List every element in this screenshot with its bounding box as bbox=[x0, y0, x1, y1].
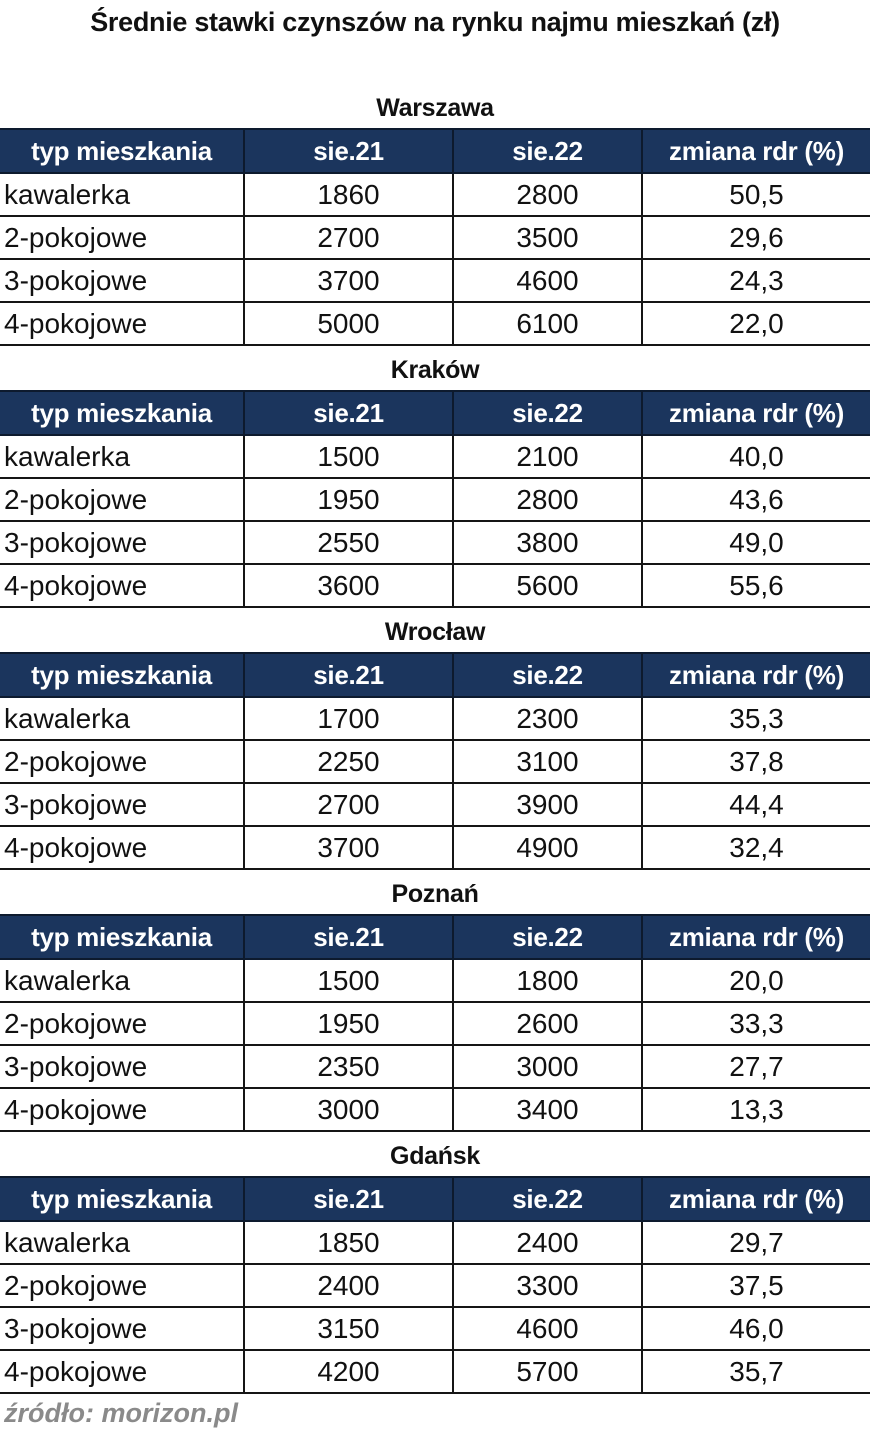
rent-value-cell: 1950 bbox=[244, 1002, 453, 1045]
column-header: sie.21 bbox=[244, 653, 453, 697]
table-row bbox=[0, 1221, 870, 1264]
apartment-type-cell: 2-pokojowe bbox=[0, 1002, 244, 1045]
rent-value-cell: 1860 bbox=[244, 173, 453, 216]
table-row bbox=[0, 1088, 870, 1131]
apartment-type-cell: 2-pokojowe bbox=[0, 478, 244, 521]
rent-value-cell: 3400 bbox=[453, 1088, 642, 1131]
table-header-row bbox=[0, 391, 870, 435]
table-header-row bbox=[0, 129, 870, 173]
apartment-type-cell: 4-pokojowe bbox=[0, 826, 244, 869]
city-heading: Kraków bbox=[390, 356, 480, 384]
table-row bbox=[0, 697, 870, 740]
apartment-type-cell: 4-pokojowe bbox=[0, 1088, 244, 1131]
column-header: sie.21 bbox=[244, 915, 453, 959]
rent-value-cell: 4900 bbox=[453, 826, 642, 869]
table-row bbox=[0, 1350, 870, 1393]
apartment-type-cell: 2-pokojowe bbox=[0, 740, 244, 783]
rent-value-cell: 1950 bbox=[244, 478, 453, 521]
change-percent-cell: 35,7 bbox=[642, 1350, 870, 1393]
change-percent-cell: 20,0 bbox=[642, 959, 870, 1002]
change-percent-cell: 24,3 bbox=[642, 259, 870, 302]
apartment-type-cell: 2-pokojowe bbox=[0, 216, 244, 259]
change-percent-cell: 33,3 bbox=[642, 1002, 870, 1045]
rent-value-cell: 3300 bbox=[453, 1264, 642, 1307]
change-percent-cell: 50,5 bbox=[642, 173, 870, 216]
table-row bbox=[0, 564, 870, 607]
column-header: typ mieszkania bbox=[0, 915, 244, 959]
rent-value-cell: 3600 bbox=[244, 564, 453, 607]
city-section bbox=[0, 1136, 870, 1394]
city-heading: Poznań bbox=[391, 880, 479, 908]
apartment-type-cell: kawalerka bbox=[0, 435, 244, 478]
rent-value-cell: 2250 bbox=[244, 740, 453, 783]
table-row bbox=[0, 216, 870, 259]
change-percent-cell: 13,3 bbox=[642, 1088, 870, 1131]
rent-value-cell: 2300 bbox=[453, 697, 642, 740]
rent-value-cell: 1700 bbox=[244, 697, 453, 740]
apartment-type-cell: 4-pokojowe bbox=[0, 564, 244, 607]
column-header: sie.22 bbox=[453, 915, 642, 959]
table-header-row bbox=[0, 1177, 870, 1221]
change-percent-cell: 43,6 bbox=[642, 478, 870, 521]
rent-value-cell: 1500 bbox=[244, 959, 453, 1002]
rent-value-cell: 3800 bbox=[453, 521, 642, 564]
rent-value-cell: 2400 bbox=[244, 1264, 453, 1307]
change-percent-cell: 37,8 bbox=[642, 740, 870, 783]
rent-value-cell: 2800 bbox=[453, 173, 642, 216]
column-header: sie.22 bbox=[453, 391, 642, 435]
rent-table bbox=[0, 128, 870, 346]
column-header: sie.21 bbox=[244, 391, 453, 435]
rent-value-cell: 3700 bbox=[244, 259, 453, 302]
rent-value-cell: 6100 bbox=[453, 302, 642, 345]
change-percent-cell: 29,6 bbox=[642, 216, 870, 259]
rent-value-cell: 4200 bbox=[244, 1350, 453, 1393]
rent-table bbox=[0, 652, 870, 870]
column-header: zmiana rdr (%) bbox=[642, 915, 870, 959]
change-percent-cell: 22,0 bbox=[642, 302, 870, 345]
rent-value-cell: 3500 bbox=[453, 216, 642, 259]
change-percent-cell: 37,5 bbox=[642, 1264, 870, 1307]
rent-value-cell: 5600 bbox=[453, 564, 642, 607]
rent-table bbox=[0, 914, 870, 1132]
change-percent-cell: 27,7 bbox=[642, 1045, 870, 1088]
rent-value-cell: 3100 bbox=[453, 740, 642, 783]
column-header: sie.21 bbox=[244, 1177, 453, 1221]
rent-value-cell: 3700 bbox=[244, 826, 453, 869]
rent-value-cell: 1850 bbox=[244, 1221, 453, 1264]
column-header: typ mieszkania bbox=[0, 129, 244, 173]
rent-value-cell: 2700 bbox=[244, 783, 453, 826]
column-header: zmiana rdr (%) bbox=[642, 1177, 870, 1221]
city-section bbox=[0, 88, 870, 346]
rent-table bbox=[0, 390, 870, 608]
column-header: typ mieszkania bbox=[0, 1177, 244, 1221]
table-row bbox=[0, 1045, 870, 1088]
column-header: sie.21 bbox=[244, 129, 453, 173]
table-row bbox=[0, 1307, 870, 1350]
table-row bbox=[0, 435, 870, 478]
rent-value-cell: 3900 bbox=[453, 783, 642, 826]
change-percent-cell: 40,0 bbox=[642, 435, 870, 478]
table-row bbox=[0, 1002, 870, 1045]
table-row bbox=[0, 173, 870, 216]
rent-value-cell: 2800 bbox=[453, 478, 642, 521]
apartment-type-cell: 2-pokojowe bbox=[0, 1264, 244, 1307]
rent-value-cell: 1500 bbox=[244, 435, 453, 478]
rent-value-cell: 2700 bbox=[244, 216, 453, 259]
rent-value-cell: 2550 bbox=[244, 521, 453, 564]
table-header-row bbox=[0, 915, 870, 959]
rent-value-cell: 2350 bbox=[244, 1045, 453, 1088]
column-header: sie.22 bbox=[453, 1177, 642, 1221]
apartment-type-cell: 3-pokojowe bbox=[0, 521, 244, 564]
change-percent-cell: 46,0 bbox=[642, 1307, 870, 1350]
column-header: zmiana rdr (%) bbox=[642, 129, 870, 173]
rent-value-cell: 3000 bbox=[244, 1088, 453, 1131]
table-header-row bbox=[0, 653, 870, 697]
table-row bbox=[0, 1264, 870, 1307]
rent-value-cell: 2600 bbox=[453, 1002, 642, 1045]
change-percent-cell: 55,6 bbox=[642, 564, 870, 607]
change-percent-cell: 49,0 bbox=[642, 521, 870, 564]
rent-value-cell: 5000 bbox=[244, 302, 453, 345]
city-section bbox=[0, 612, 870, 870]
column-header: zmiana rdr (%) bbox=[642, 391, 870, 435]
column-header: typ mieszkania bbox=[0, 653, 244, 697]
table-row bbox=[0, 521, 870, 564]
table-row bbox=[0, 959, 870, 1002]
rent-value-cell: 4600 bbox=[453, 259, 642, 302]
apartment-type-cell: 3-pokojowe bbox=[0, 1307, 244, 1350]
column-header: sie.22 bbox=[453, 653, 642, 697]
column-header: zmiana rdr (%) bbox=[642, 653, 870, 697]
rent-value-cell: 3000 bbox=[453, 1045, 642, 1088]
table-row bbox=[0, 259, 870, 302]
table-row bbox=[0, 302, 870, 345]
table-row bbox=[0, 826, 870, 869]
column-header: typ mieszkania bbox=[0, 391, 244, 435]
rent-value-cell: 5700 bbox=[453, 1350, 642, 1393]
table-row bbox=[0, 783, 870, 826]
city-heading: Gdańsk bbox=[390, 1142, 480, 1170]
source-note: źródło: morizon.pl bbox=[4, 1398, 238, 1428]
city-section bbox=[0, 350, 870, 608]
city-section bbox=[0, 874, 870, 1132]
change-percent-cell: 29,7 bbox=[642, 1221, 870, 1264]
apartment-type-cell: 3-pokojowe bbox=[0, 1045, 244, 1088]
apartment-type-cell: kawalerka bbox=[0, 173, 244, 216]
apartment-type-cell: kawalerka bbox=[0, 697, 244, 740]
apartment-type-cell: kawalerka bbox=[0, 1221, 244, 1264]
page-title: Średnie stawki czynszów na rynku najmu mieszkań (zł) bbox=[90, 7, 780, 37]
apartment-type-cell: kawalerka bbox=[0, 959, 244, 1002]
city-heading: Warszawa bbox=[376, 94, 494, 122]
rent-value-cell: 1800 bbox=[453, 959, 642, 1002]
rent-value-cell: 4600 bbox=[453, 1307, 642, 1350]
change-percent-cell: 32,4 bbox=[642, 826, 870, 869]
apartment-type-cell: 3-pokojowe bbox=[0, 783, 244, 826]
table-row bbox=[0, 740, 870, 783]
column-header: sie.22 bbox=[453, 129, 642, 173]
apartment-type-cell: 4-pokojowe bbox=[0, 1350, 244, 1393]
change-percent-cell: 44,4 bbox=[642, 783, 870, 826]
apartment-type-cell: 3-pokojowe bbox=[0, 259, 244, 302]
rent-value-cell: 2100 bbox=[453, 435, 642, 478]
city-heading: Wrocław bbox=[384, 618, 486, 646]
rent-table bbox=[0, 1176, 870, 1394]
apartment-type-cell: 4-pokojowe bbox=[0, 302, 244, 345]
change-percent-cell: 35,3 bbox=[642, 697, 870, 740]
table-row bbox=[0, 478, 870, 521]
rent-value-cell: 2400 bbox=[453, 1221, 642, 1264]
rent-value-cell: 3150 bbox=[244, 1307, 453, 1350]
